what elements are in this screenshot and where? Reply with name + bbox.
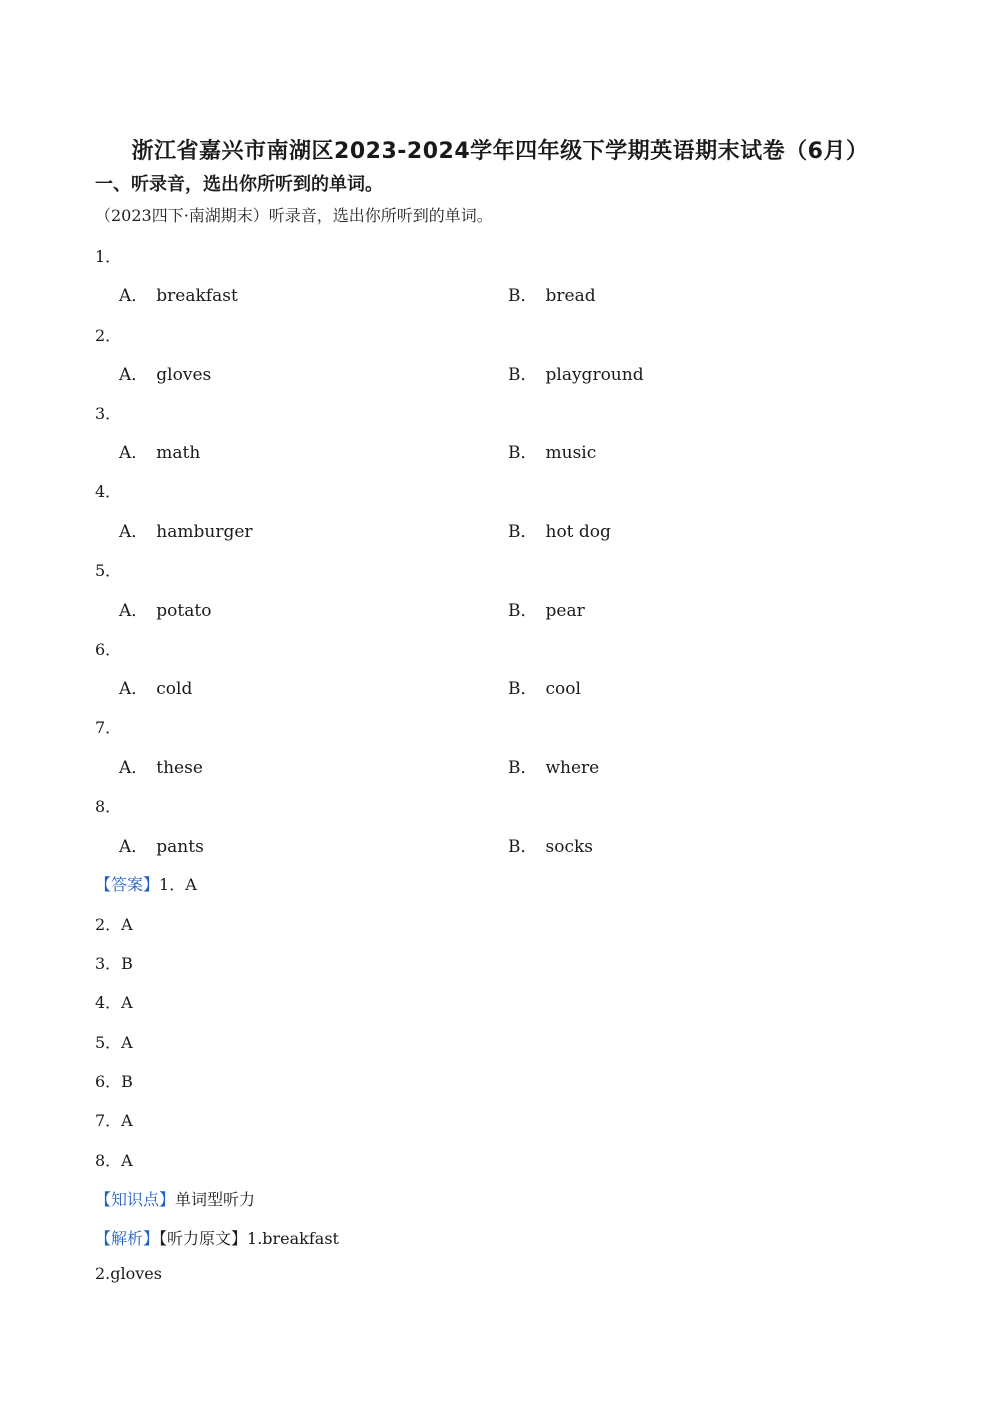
- question-number: 6．: [95, 640, 122, 659]
- option-letter: B．: [508, 365, 538, 385]
- option-b: [508, 438, 596, 463]
- option-b: [508, 674, 581, 699]
- option-a: [119, 596, 211, 621]
- option-letter: A．: [119, 758, 149, 778]
- option-a: [119, 281, 238, 306]
- option-text: pear: [545, 601, 585, 621]
- option-text: gloves: [156, 365, 212, 385]
- option-a: [119, 674, 192, 699]
- option-letter: A．: [119, 365, 149, 385]
- option-b: [508, 517, 611, 542]
- option-text: pants: [156, 837, 204, 857]
- option-text: math: [156, 443, 201, 463]
- option-a: [119, 517, 253, 542]
- question-number: 4．: [95, 482, 122, 501]
- knowledge-line: [95, 1187, 255, 1210]
- page-title: 浙江省嘉兴市南湖区2023-2024学年四年级下学期英语期末试卷（6月）: [131, 139, 869, 164]
- option-a: [119, 360, 211, 385]
- option-b: [508, 596, 585, 621]
- question-number: 2．: [95, 326, 122, 345]
- option-text: hot dog: [545, 522, 611, 542]
- question-number: 7．: [95, 718, 122, 737]
- option-text: music: [545, 443, 597, 463]
- analysis-tag: 【解析】: [95, 1229, 160, 1248]
- answer-item: 1．A: [159, 875, 197, 894]
- option-text: where: [545, 758, 600, 778]
- option-letter: B．: [508, 286, 538, 306]
- option-letter: A．: [119, 522, 149, 542]
- answer-item: 7．A: [95, 1111, 133, 1130]
- option-text: socks: [545, 837, 594, 857]
- option-letter: A．: [119, 443, 149, 463]
- option-text: cool: [545, 679, 581, 699]
- option-letter: A．: [119, 679, 149, 699]
- option-text: bread: [545, 286, 596, 306]
- question-source-line: （2023四下·南湖期末）听录音，选出你所听到的单词。: [95, 206, 493, 225]
- answer-item: 4．A: [95, 993, 133, 1012]
- option-b: [508, 753, 599, 778]
- option-letter: B．: [508, 758, 538, 778]
- answer-tag: 【答案】: [95, 875, 160, 894]
- analysis-text: 【听力原文】1.breakfast: [159, 1229, 339, 1248]
- analysis-line: [95, 1226, 339, 1249]
- knowledge-tag: 【知识点】: [95, 1190, 176, 1209]
- answer-item: 5．A: [95, 1033, 133, 1052]
- answer-item: 2．A: [95, 915, 133, 934]
- option-letter: B．: [508, 443, 538, 463]
- question-number: 3．: [95, 404, 122, 423]
- option-text: breakfast: [156, 286, 238, 306]
- question-number: 5．: [95, 561, 122, 580]
- answer-item: 3．B: [95, 954, 133, 973]
- answer-line: [95, 872, 197, 895]
- option-letter: B．: [508, 522, 538, 542]
- option-b: [508, 360, 644, 385]
- option-text: playground: [545, 365, 644, 385]
- option-text: potato: [156, 601, 212, 621]
- option-letter: A．: [119, 286, 149, 306]
- option-text: cold: [156, 679, 193, 699]
- option-a: [119, 438, 200, 463]
- answer-item: 8．A: [95, 1151, 133, 1170]
- option-letter: B．: [508, 601, 538, 621]
- knowledge-text: 单词型听力: [175, 1190, 256, 1209]
- option-text: these: [156, 758, 203, 778]
- option-text: hamburger: [156, 522, 253, 542]
- option-letter: A．: [119, 837, 149, 857]
- option-a: [119, 753, 203, 778]
- section-heading: 一、听录音，选出你所听到的单词。: [95, 174, 383, 195]
- option-a: [119, 832, 204, 857]
- question-number: 1．: [95, 247, 122, 266]
- option-letter: B．: [508, 837, 538, 857]
- question-number: 8．: [95, 797, 122, 816]
- option-letter: A．: [119, 601, 149, 621]
- option-b: [508, 832, 593, 857]
- option-letter: B．: [508, 679, 538, 699]
- answer-item: 6．B: [95, 1072, 133, 1091]
- analysis-next-line: 2.gloves: [95, 1264, 162, 1283]
- option-b: [508, 281, 596, 306]
